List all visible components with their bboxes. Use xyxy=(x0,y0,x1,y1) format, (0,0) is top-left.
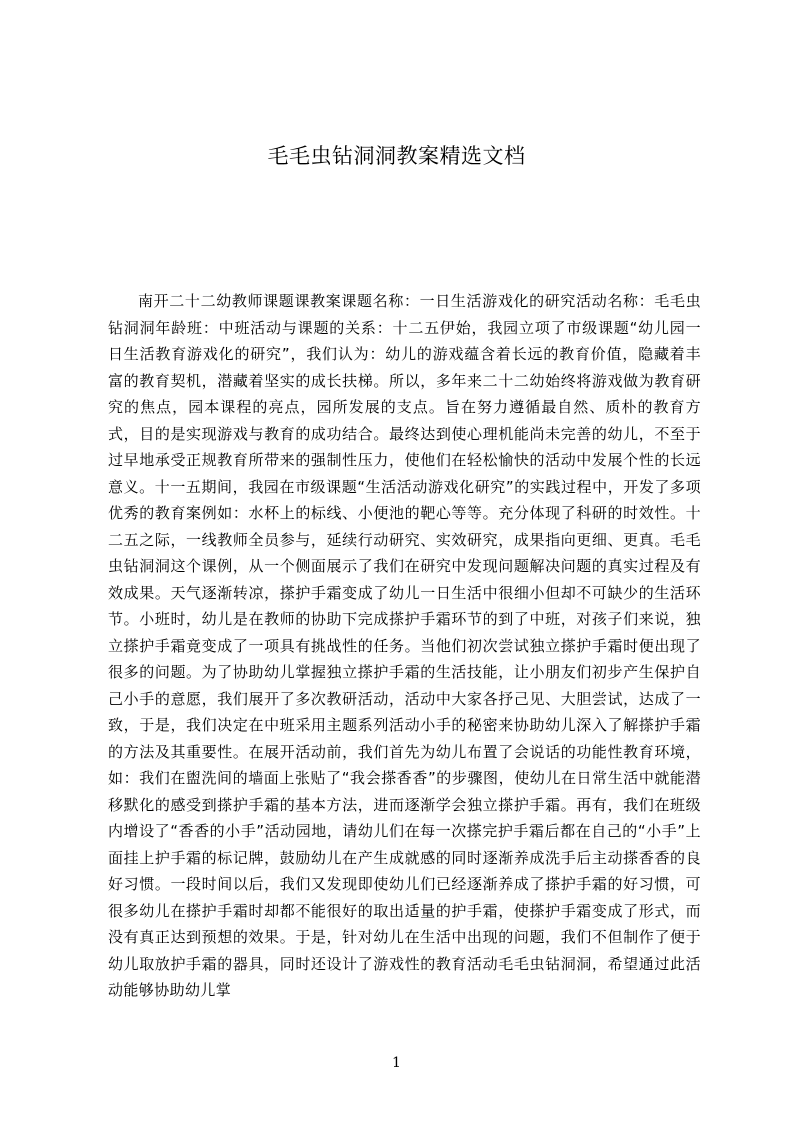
page-number: 1 xyxy=(392,1055,401,1071)
document-title: 毛毛虫钻洞洞教案精选文档 xyxy=(267,144,526,168)
body-paragraph: 南开二十二幼教师课题课教案课题名称：一日生活游戏化的研究活动名称：毛毛虫钻洞洞年龄班：中班活动与课题的关系：十二五伊始，我园立项了市级课题“幼儿园一日生活教育游戏化的研究”，我们认为：幼儿的游戏蕴含着长远的教育价值，隐藏着丰富的教育契机，潜藏着坚实的成长扶梯。所以，多年来二十二幼始终将游戏做为教育研究的焦点，园本课程的亮点，园所发展的支点。旨在努力遵循最自然、质朴的教育方式，目的是实现游戏与教育的成功结合。最终达到使心理机能尚未完善的幼儿，不至于过早地承受正规教育所带来的强制性压力，使他们在轻松愉快的活动中发展个性的长远意义。十一五期间，我园在市级课题“生活活动游戏化研究”的实践过程中，开发了多项优秀的教育案例如：水杯上的标线、小便池的靶心等等。充分体现了科研的时效性。十二五之际，一线教师全员参与，延续行动研究、实效研究，成果指向更细、更真。毛毛虫钻洞洞这个课例，从一个侧面展示了我们在研究中发现问题解决问题的真实过程及有效成果。天气逐渐转凉，搽护手霜变成了幼儿一日生活中很细小但却不可缺少的生活环节。小班时，幼儿是在教师的协助下完成搽护手霜环节的到了中班，对孩子们来说，独立搽护手霜竟变成了一项具有挑战性的任务。当他们初次尝试独立搽护手霜时便出现了很多的问题。为了协助幼儿掌握独立搽护手霜的生活技能，让小朋友们初步产生保护自己小手的意愿，我们展开了多次教研活动，活动中大家各抒己见、大胆尝试，达成了一致，于是，我们决定在中班采用主题系列活动小手的秘密来协助幼儿深入了解搽护手霜的方法及其重要性。在展开活动前，我们首先为幼儿布置了会说话的功能性教育环境，如：我们在盥洗间的墙面上张贴了“我会搽香香”的步骤图，使幼儿在日常生活中就能潜移默化的感受到搽护手霜的基本方法，进而逐渐学会独立搽护手霜。再有，我们在班级内增设了“香香的小手”活动园地，请幼儿们在每一次搽完护手霜后都在自己的“小手”上面挂上护手霜的标记牌，鼓励幼儿在产生成就感的同时逐渐养成洗手后主动搽香香的良好习惯。一段时间以后，我们又发现即使幼儿们已经逐渐养成了搽护手霜的好习惯，可很多幼儿在搽护手霜时却都不能很好的取出适量的护手霜，使搽护手霜变成了形式，而没有真正达到预想的效果。于是，针对幼儿在生活中出现的问题，我们不但制作了便于幼儿取放护手霜的器具，同时还设计了游戏性的教育活动毛毛虫钻洞洞，希望通过此活动能够协助幼儿掌 xyxy=(108,292,701,999)
